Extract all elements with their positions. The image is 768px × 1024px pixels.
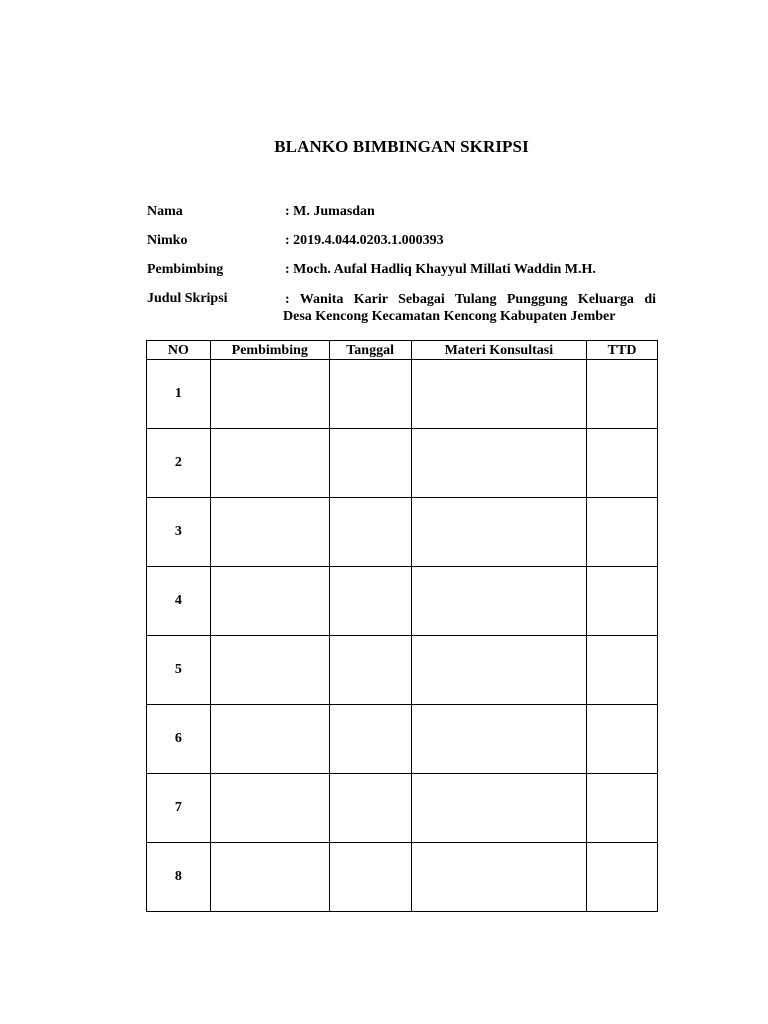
header-ttd: TTD [587, 341, 658, 360]
table-row [147, 360, 658, 429]
pembimbing-label: Pembimbing [147, 262, 224, 277]
table-row [147, 774, 658, 843]
materi-konsultasi-cell [411, 567, 587, 636]
row-number: 2 [147, 429, 211, 498]
materi-konsultasi-cell [411, 636, 587, 705]
tanggal-cell [329, 774, 411, 843]
ttd-cell [587, 774, 658, 843]
materi-konsultasi-cell [411, 843, 587, 912]
pembimbing-cell [210, 705, 329, 774]
pembimbing-cell [210, 567, 329, 636]
ttd-cell [587, 843, 658, 912]
row-number: 8 [147, 843, 211, 912]
table-row [147, 567, 658, 636]
nimko-label: Nimko [147, 233, 188, 248]
table-row [147, 498, 658, 567]
nama-label: Nama [147, 204, 183, 219]
ttd-cell [587, 498, 658, 567]
judul-label: Judul Skripsi [147, 291, 228, 306]
table-row [147, 429, 658, 498]
tanggal-cell [329, 636, 411, 705]
pembimbing-cell [210, 843, 329, 912]
ttd-cell [587, 567, 658, 636]
row-number: 4 [147, 567, 211, 636]
row-number: 6 [147, 705, 211, 774]
judul-value-line2: Desa Kencong Kecamatan Kencong Kabupaten Jember [283, 309, 616, 324]
ttd-cell [587, 705, 658, 774]
table-header-row [147, 341, 658, 360]
bimbingan-table [146, 340, 658, 912]
header-pembimbing: Pembimbing [210, 341, 329, 360]
row-number: 1 [147, 360, 211, 429]
nama-value: : M. Jumasdan [285, 204, 375, 219]
pembimbing-value: : Moch. Aufal Hadliq Khayyul Millati Waddin M.H. [285, 262, 596, 277]
page-title: BLANKO BIMBINGAN SKRIPSI [274, 137, 529, 156]
pembimbing-cell [210, 360, 329, 429]
row-number: 7 [147, 774, 211, 843]
materi-konsultasi-cell [411, 498, 587, 567]
tanggal-cell [329, 429, 411, 498]
materi-konsultasi-cell [411, 774, 587, 843]
ttd-cell [587, 429, 658, 498]
row-number: 3 [147, 498, 211, 567]
pembimbing-cell [210, 774, 329, 843]
materi-konsultasi-cell [411, 429, 587, 498]
ttd-cell [587, 636, 658, 705]
header-tanggal: Tanggal [329, 341, 411, 360]
table-row [147, 636, 658, 705]
tanggal-cell [329, 567, 411, 636]
ttd-cell [587, 360, 658, 429]
tanggal-cell [329, 843, 411, 912]
table-row [147, 705, 658, 774]
pembimbing-cell [210, 429, 329, 498]
judul-value [285, 291, 656, 325]
materi-konsultasi-cell [411, 705, 587, 774]
table-row [147, 843, 658, 912]
pembimbing-cell [210, 498, 329, 567]
row-number: 5 [147, 636, 211, 705]
tanggal-cell [329, 705, 411, 774]
header-materi-konsultasi: Materi Konsultasi [411, 341, 587, 360]
judul-value-line1: : Wanita Karir Sebagai Tulang Punggung Keluarga di [285, 292, 656, 307]
pembimbing-cell [210, 636, 329, 705]
materi-konsultasi-cell [411, 360, 587, 429]
nimko-value: : 2019.4.044.0203.1.000393 [285, 233, 444, 248]
header-no: NO [147, 341, 211, 360]
tanggal-cell [329, 360, 411, 429]
tanggal-cell [329, 498, 411, 567]
